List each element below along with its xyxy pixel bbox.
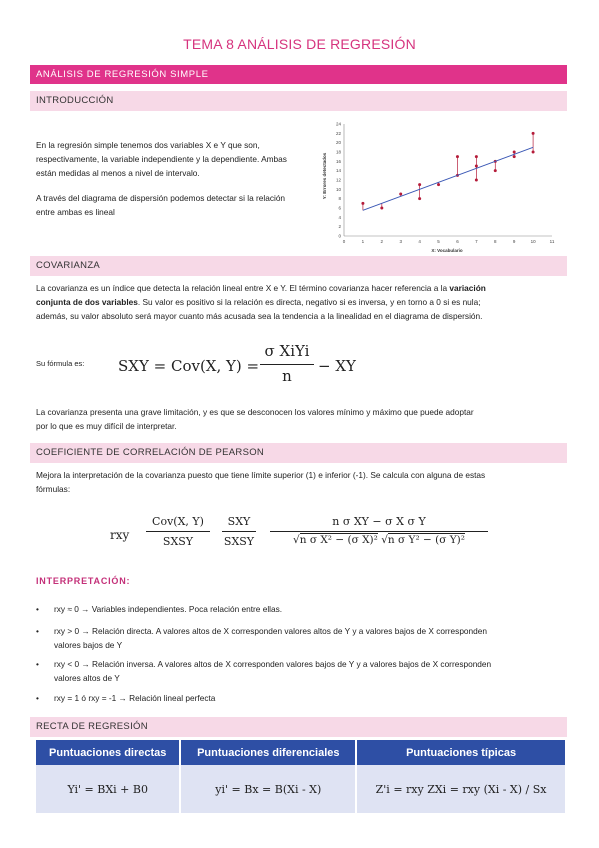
covariance-formula-lhs: SXY = Cov(X, Y) = — [118, 357, 260, 375]
x-tick-label: 7 — [475, 239, 478, 244]
x-tick-label: 4 — [418, 239, 421, 244]
data-point — [532, 132, 535, 135]
subsection-header-pearson: COEFICIENTE DE CORRELACIÓN DE PEARSON — [30, 443, 567, 463]
scatter-points — [361, 132, 534, 211]
subsection-header-recta: RECTA DE REGRESIÓN — [30, 717, 567, 737]
x-tick-label: 2 — [380, 239, 384, 244]
data-point — [418, 197, 421, 200]
limitation-line2: por lo que es muy difícil de interpretar. — [36, 421, 177, 431]
table-header-diferenciales: Puntuaciones diferenciales — [180, 740, 356, 765]
table-header-directas: Puntuaciones directas — [36, 740, 180, 765]
y-tick-label: 22 — [335, 130, 341, 136]
interp-sym-1: rxy > 0 — [54, 626, 80, 636]
data-point — [456, 155, 459, 158]
table-header-tipicas: Puntuaciones típicas — [356, 740, 566, 765]
pearson-f2-num: SXY — [227, 515, 251, 528]
covarianza-line2: . Su valor es positivo si la relación es directa, negativo si es inversa, y en torno a 0 si es nula; — [137, 297, 481, 307]
page-title: TEMA 8 ANÁLISIS DE REGRESIÓN — [183, 36, 416, 52]
covarianza-line3: además, su valor absoluto será mayor cuanto más acusada sea la tendencia a la linealidad en el diagrama de dispersión. — [36, 311, 483, 321]
y-tick-label: 16 — [335, 158, 341, 164]
y-tick-label: 14 — [335, 168, 341, 174]
scatter-axes — [344, 124, 552, 236]
pearson-f1-den: SXSY — [162, 535, 194, 548]
pearson-f3-den: √n σ X² − (σ X)² √n σ Y² − (σ Y)² — [293, 534, 465, 546]
regression-line-path — [363, 147, 533, 210]
covarianza-paragraph — [36, 281, 566, 323]
table-cell-diferenciales: yi' = Bx = B(Xi - X) — [180, 765, 356, 813]
pearson-f3-den-a: n σ X² − (σ X)² — [299, 534, 378, 546]
y-tick-label: 18 — [335, 149, 341, 155]
table-cell-tipicas: Z'i = rxy ZXi = rxy (Xi - X) / Sx — [356, 765, 566, 813]
pearson-line2: fórmulas: — [36, 484, 71, 494]
y-tick-label: 0 — [338, 233, 341, 239]
interp-text-1: → Relación directa. A valores altos de X corresponden valores altos de Y y a valores bajos de X corresponden — [79, 626, 488, 636]
section-header-regresion-simple: ANÁLISIS DE REGRESIÓN SIMPLE — [30, 65, 567, 84]
data-point — [513, 155, 516, 158]
pearson-rxy: rxy — [110, 528, 130, 542]
pearson-f2-bar — [222, 531, 256, 532]
x-tick-label: 9 — [512, 239, 516, 244]
covarianza-line1-bold: variación — [449, 283, 486, 293]
y-tick-label: 24 — [335, 121, 341, 127]
data-point — [418, 183, 421, 186]
pearson-line1: Mejora la interpretación de la covarianza puesto que tiene límite superior (1) e inferior (-1). Se calcula con alguna de estas — [36, 470, 486, 480]
pearson-f1-num: Cov(X, Y) — [152, 515, 204, 528]
formula-label: Su fórmula es: — [36, 359, 85, 368]
interpretacion-heading: INTERPRETACIÓN: — [36, 576, 131, 586]
pearson-f1-bar — [146, 531, 210, 532]
data-point — [380, 207, 383, 210]
interp-sym-0: rxy ≈ 0 — [54, 604, 79, 614]
intro-paragraph-2: A través del diagrama de dispersión podemos detectar si la relación entre ambas es lineal — [36, 193, 286, 217]
scatter-ticks — [336, 122, 555, 245]
x-tick-label: 0 — [342, 239, 346, 244]
scatter-chart — [316, 114, 562, 256]
pearson-f3-num: n σ XY − σ X σ Y — [332, 515, 426, 528]
x-tick-label: 8 — [494, 239, 497, 244]
pearson-f3-bar — [270, 531, 488, 532]
x-tick-label: 11 — [549, 239, 555, 244]
data-point — [437, 183, 440, 186]
x-tick-label: 6 — [456, 239, 459, 244]
y-tick-label: 12 — [335, 177, 341, 183]
data-point — [475, 179, 478, 182]
pearson-formulas — [110, 512, 530, 562]
intro-paragraph-1: En la regresión simple tenemos dos variables X e Y que son, respectivamente, la variable independiente y la dependiente. Ambas están medidas al menos a nivel de intervalo. — [36, 140, 287, 178]
data-point — [361, 202, 364, 205]
y-tick-label: 8 — [338, 196, 341, 202]
y-tick-label: 2 — [338, 224, 341, 230]
chart-ylabel: Y: Errores detectados — [322, 152, 327, 200]
interp-text-3: → Relación lineal perfecta — [116, 693, 216, 703]
covariance-fraction-bar — [260, 364, 314, 365]
y-tick-label: 4 — [338, 214, 341, 220]
subsection-header-introduccion: INTRODUCCIÓN — [30, 91, 567, 111]
data-point — [513, 151, 516, 154]
x-tick-label: 5 — [437, 239, 440, 244]
covariance-formula-tail: − XY — [318, 357, 356, 375]
subsection-header-covarianza: COVARIANZA — [30, 256, 567, 276]
data-point — [494, 169, 497, 172]
x-tick-label: 1 — [361, 239, 365, 244]
interp-cont-1: valores bajos de Y — [54, 639, 123, 650]
interp-cont-2: valores altos de Y — [54, 672, 120, 683]
covarianza-line1: La covarianza es un índice que detecta la relación lineal entre X e Y. El término covarianza hacer referencia a la — [36, 283, 450, 293]
covarianza-limitation — [36, 405, 566, 433]
x-tick-label: 3 — [399, 239, 402, 244]
pearson-paragraph — [36, 468, 566, 496]
x-tick-label: 10 — [530, 239, 536, 244]
y-tick-label: 20 — [335, 140, 341, 146]
regression-table — [36, 740, 567, 813]
covariance-formula — [118, 342, 378, 386]
interp-sym-2: rxy < 0 — [54, 659, 80, 669]
pearson-f3-den-b: n σ Y² − (σ Y)² — [387, 534, 465, 546]
interp-sym-3: rxy = 1 ó rxy = -1 — [54, 693, 117, 703]
interp-text-0: → Variables independientes. Poca relación entre ellas. — [78, 604, 283, 614]
covariance-formula-num: σ XiYi — [264, 342, 310, 360]
limitation-line1: La covarianza presenta una grave limitación, y es que se desconocen los valores mínimo y máximo que puede adoptar — [36, 407, 474, 417]
regression-line — [363, 147, 533, 210]
covariance-formula-den: n — [282, 367, 292, 385]
covarianza-line2-bold: conjunta de dos variables — [36, 297, 138, 307]
interp-text-2: → Relación inversa. A valores altos de X corresponden valores bajos de Y y a valores bajos de X corresponden — [79, 659, 492, 669]
pearson-f2-den: SXSY — [223, 535, 255, 548]
y-tick-label: 6 — [338, 205, 341, 211]
table-cell-directas: Yi' = BXi + B0 — [36, 765, 180, 813]
y-tick-label: 10 — [335, 186, 341, 192]
chart-xlabel: X: Vocabulario — [431, 248, 463, 253]
data-point — [532, 151, 535, 154]
data-point — [475, 155, 478, 158]
data-point — [399, 193, 402, 196]
